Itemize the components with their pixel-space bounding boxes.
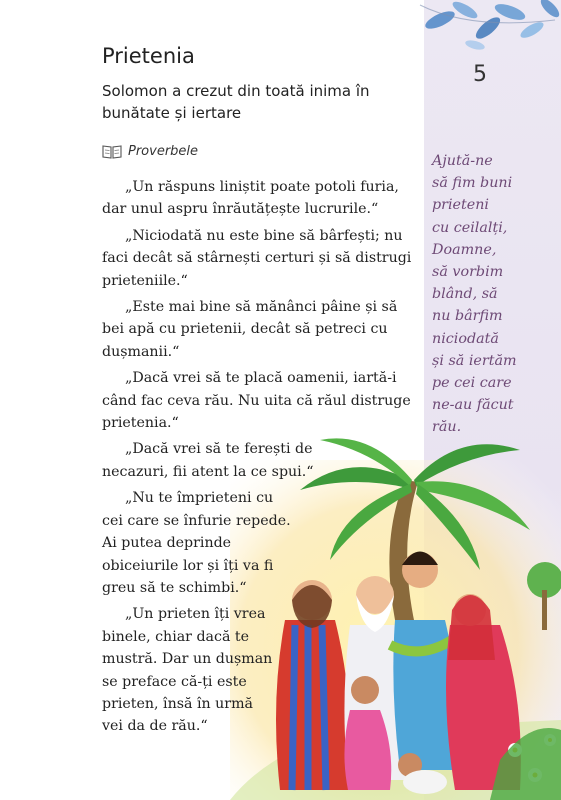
prayer-text: Ajută-ne să fim buni prieteni cu ceilalți, Doamne, să vorbim blând, să nu bârfim niciodată și să iertăm pe cei care ne-au făcut rău. xyxy=(432,153,517,436)
proverbs-text xyxy=(102,176,411,742)
verse: „Nu te împrieteni cu cei care se înfurie repede. Ai putea deprinde obiceiurile lor și îți va fi greu să te schimbi.“ xyxy=(102,490,291,596)
page-subtitle: Solomon a crezut din toată inima în bunătate și iertare xyxy=(102,82,370,122)
page-title: Prietenia xyxy=(102,44,195,68)
page-number: 5 xyxy=(473,62,487,87)
verse: „Este mai bine să mănânci pâine și să bei apă cu prietenii, decât să petreci cu dușmanii.“ xyxy=(102,299,398,360)
verse: „Niciodată nu este bine să bârfești; nu faci decât să stârnești certuri și să distrugi prieteniile.“ xyxy=(102,227,412,289)
open-book-icon xyxy=(102,144,122,159)
source-label: Proverbele xyxy=(128,144,199,159)
verse: „Dacă vrei să te ferești de necazuri, fii atent la ce spui.“ xyxy=(102,441,314,480)
leaves-decoration xyxy=(410,0,561,60)
scripture-source xyxy=(102,144,198,159)
verse: „Un răspuns liniștit poate potoli furia, dar unul aspru înrăutățește lucrurile.“ xyxy=(102,179,399,218)
verse: „Un prieten îți vrea binele, chiar dacă te mustră. Dar un dușman se preface că-ți este prieten, însă în urmă vei da de rău.“ xyxy=(102,606,273,735)
verse: „Dacă vrei să te placă oamenii, iartă-i când fac ceva rău. Nu uita că răul distruge prietenia.“ xyxy=(102,370,411,432)
